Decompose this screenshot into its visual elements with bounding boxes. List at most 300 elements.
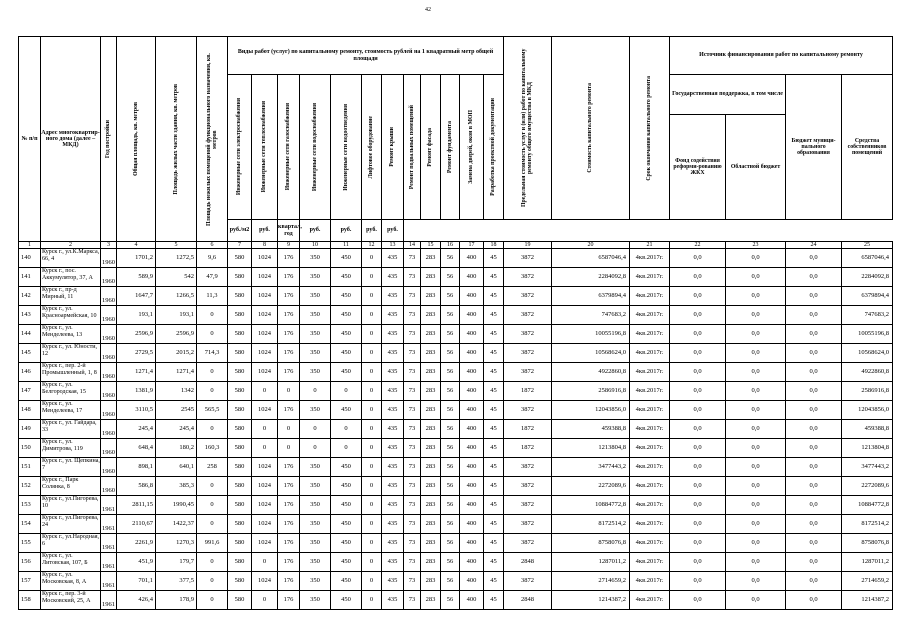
row-cost: 8758076,8: [552, 534, 630, 553]
row-total-area: 451,9: [117, 553, 156, 572]
row-work-cost: 176: [278, 306, 300, 325]
row-work-cost: 400: [460, 249, 484, 268]
row-number: 142: [19, 287, 41, 306]
row-total-area: 586,8: [117, 477, 156, 496]
row-work-cost: 0: [362, 477, 382, 496]
row-total-area: 245,4: [117, 420, 156, 439]
row-work-cost: 0: [362, 572, 382, 591]
row-work-cost: 283: [421, 534, 441, 553]
row-work-cost: 400: [460, 268, 484, 287]
row-fund: 0,0: [670, 591, 726, 610]
row-living-area: 1422,37: [156, 515, 197, 534]
row-number: 153: [19, 496, 41, 515]
row-fund: 0,0: [670, 344, 726, 363]
row-work-cost: 56: [441, 306, 460, 325]
row-address: Курск г., ул.К.Маркса, 66, 4: [41, 249, 101, 268]
row-living-area: 2596,9: [156, 325, 197, 344]
row-year: 1961: [101, 534, 117, 553]
row-work-cost: 400: [460, 458, 484, 477]
row-regional: 0,0: [726, 344, 786, 363]
row-cost: 6379894,4: [552, 287, 630, 306]
row-year: 1960: [101, 382, 117, 401]
table-row: [19, 515, 893, 534]
header-municipal: Бюджет муници-пального образования: [786, 75, 842, 220]
row-limit-cost: 3872: [504, 496, 552, 515]
column-number: 19: [504, 242, 552, 249]
row-work-cost: 350: [300, 249, 331, 268]
row-work-cost: 73: [404, 420, 421, 439]
row-address: Курск г., пер. 2-й Промышленный, 1, 8: [41, 363, 101, 382]
row-work-cost: 450: [331, 572, 362, 591]
row-work-cost: 435: [382, 401, 404, 420]
row-limit-cost: 3872: [504, 344, 552, 363]
row-municipal: 0,0: [786, 268, 842, 287]
row-work-cost: 0: [362, 344, 382, 363]
row-year: 1961: [101, 572, 117, 591]
row-nonliving-area: 714,3: [197, 344, 228, 363]
row-work-cost: 435: [382, 591, 404, 610]
row-work-cost: 0: [252, 439, 278, 458]
row-nonliving-area: 258: [197, 458, 228, 477]
row-work-cost: 73: [404, 572, 421, 591]
row-work-cost: 45: [484, 591, 504, 610]
row-work-cost: 45: [484, 268, 504, 287]
row-work-cost: 45: [484, 306, 504, 325]
row-municipal: 0,0: [786, 363, 842, 382]
row-deadline: 4кв.2017г.: [630, 534, 670, 553]
row-municipal: 0,0: [786, 325, 842, 344]
row-address: Курск г., ул. Менделеева, 13: [41, 325, 101, 344]
row-owners: 12043856,0: [842, 401, 893, 420]
row-work-cost: 1024: [252, 268, 278, 287]
row-work-cost: 176: [278, 287, 300, 306]
row-work-cost: 350: [300, 325, 331, 344]
row-work-cost: 73: [404, 363, 421, 382]
row-work-cost: 0: [362, 287, 382, 306]
row-living-area: 377,5: [156, 572, 197, 591]
row-deadline: 4кв.2017г.: [630, 249, 670, 268]
row-work-cost: 435: [382, 344, 404, 363]
row-living-area: 178,9: [156, 591, 197, 610]
row-regional: 0,0: [726, 306, 786, 325]
row-work-cost: 580: [228, 477, 252, 496]
row-address: Курск г., ул. Менделеева, 17: [41, 401, 101, 420]
unit-limit-cost: руб./м2: [228, 220, 252, 242]
row-work-cost: 400: [460, 477, 484, 496]
row-nonliving-area: 0: [197, 306, 228, 325]
row-nonliving-area: 47,9: [197, 268, 228, 287]
column-number: 22: [670, 242, 726, 249]
row-work-cost: 73: [404, 344, 421, 363]
row-work-cost: 580: [228, 249, 252, 268]
row-work-cost: 400: [460, 496, 484, 515]
row-address: Курск г., ул. Московская, 8, А: [41, 572, 101, 591]
row-year: 1961: [101, 496, 117, 515]
header-nonliving-area: Площадь нежилых помещений функционального назначения, кв. метров: [197, 37, 228, 242]
row-cost: 1287011,2: [552, 553, 630, 572]
row-address: Курск г., ул. Димитрова, 119: [41, 439, 101, 458]
row-work-cost: 580: [228, 515, 252, 534]
column-number: 11: [331, 242, 362, 249]
header-work-roof: Ремонт крыши: [382, 75, 404, 220]
row-work-cost: 435: [382, 325, 404, 344]
row-work-cost: 450: [331, 344, 362, 363]
row-fund: 0,0: [670, 363, 726, 382]
header-owners: Средства собственников помещений: [842, 75, 893, 220]
row-work-cost: 283: [421, 515, 441, 534]
column-number: 9: [278, 242, 300, 249]
table-row: [19, 382, 893, 401]
row-fund: 0,0: [670, 477, 726, 496]
row-work-cost: 435: [382, 534, 404, 553]
row-owners: 6587046,4: [842, 249, 893, 268]
row-work-cost: 0: [362, 591, 382, 610]
row-work-cost: 73: [404, 553, 421, 572]
row-work-cost: 283: [421, 572, 441, 591]
column-number: 20: [552, 242, 630, 249]
row-work-cost: 0: [362, 249, 382, 268]
row-work-cost: 450: [331, 591, 362, 610]
row-limit-cost: 3872: [504, 458, 552, 477]
row-number: 156: [19, 553, 41, 572]
header-cost: Стоимость капитального ремонта: [552, 37, 630, 220]
row-regional: 0,0: [726, 477, 786, 496]
row-work-cost: 56: [441, 515, 460, 534]
row-year: 1961: [101, 591, 117, 610]
row-work-cost: 350: [300, 496, 331, 515]
row-regional: 0,0: [726, 439, 786, 458]
row-work-cost: 435: [382, 572, 404, 591]
row-fund: 0,0: [670, 439, 726, 458]
column-number: 13: [382, 242, 404, 249]
row-municipal: 0,0: [786, 382, 842, 401]
row-total-area: 1647,7: [117, 287, 156, 306]
row-nonliving-area: 0: [197, 382, 228, 401]
row-work-cost: 435: [382, 496, 404, 515]
row-limit-cost: 1872: [504, 420, 552, 439]
row-fund: 0,0: [670, 458, 726, 477]
row-limit-cost: 3872: [504, 572, 552, 591]
row-municipal: 0,0: [786, 496, 842, 515]
row-work-cost: 435: [382, 268, 404, 287]
row-nonliving-area: 0: [197, 496, 228, 515]
row-limit-cost: 1872: [504, 439, 552, 458]
row-work-cost: 176: [278, 477, 300, 496]
row-work-cost: 0: [278, 420, 300, 439]
row-work-cost: 176: [278, 344, 300, 363]
row-work-cost: 73: [404, 515, 421, 534]
row-cost: 3477443,2: [552, 458, 630, 477]
row-work-cost: 400: [460, 553, 484, 572]
row-work-cost: 450: [331, 363, 362, 382]
row-work-cost: 0: [362, 439, 382, 458]
column-number: 12: [362, 242, 382, 249]
row-work-cost: 283: [421, 382, 441, 401]
row-nonliving-area: 0: [197, 420, 228, 439]
row-work-cost: 283: [421, 268, 441, 287]
row-work-cost: 450: [331, 268, 362, 287]
row-total-area: 589,9: [117, 268, 156, 287]
table-row: [19, 496, 893, 515]
row-work-cost: 283: [421, 420, 441, 439]
row-work-cost: 435: [382, 420, 404, 439]
table-row: [19, 249, 893, 268]
row-work-cost: 350: [300, 458, 331, 477]
row-work-cost: 0: [252, 382, 278, 401]
row-number: 147: [19, 382, 41, 401]
unit-owners: руб.: [382, 220, 404, 242]
capital-repair-table: [18, 36, 893, 610]
page-number: 42: [425, 7, 431, 13]
row-work-cost: 400: [460, 401, 484, 420]
row-work-cost: 450: [331, 515, 362, 534]
row-work-cost: 435: [382, 477, 404, 496]
row-work-cost: 176: [278, 401, 300, 420]
row-work-cost: 350: [300, 306, 331, 325]
row-work-cost: 0: [300, 439, 331, 458]
row-work-cost: 283: [421, 344, 441, 363]
row-owners: 4922860,8: [842, 363, 893, 382]
column-number: 10: [300, 242, 331, 249]
row-year: 1960: [101, 420, 117, 439]
unit-fund: руб.: [300, 220, 331, 242]
row-address: Курск г., ул.Пигорева, 10: [41, 496, 101, 515]
column-number: 8: [252, 242, 278, 249]
row-number: 140: [19, 249, 41, 268]
row-work-cost: 580: [228, 458, 252, 477]
row-address: Курск г., ул. Красноармейская, 10: [41, 306, 101, 325]
row-deadline: 4кв.2017г.: [630, 268, 670, 287]
row-owners: 2714659,2: [842, 572, 893, 591]
table-body: [19, 249, 893, 610]
column-number: 16: [441, 242, 460, 249]
row-address: Курск г., ул. Щепкина, 7: [41, 458, 101, 477]
row-work-cost: 45: [484, 477, 504, 496]
row-work-cost: 56: [441, 572, 460, 591]
row-work-cost: 0: [331, 420, 362, 439]
row-work-cost: 56: [441, 401, 460, 420]
row-work-cost: 56: [441, 287, 460, 306]
row-limit-cost: 3872: [504, 268, 552, 287]
row-total-area: 1271,4: [117, 363, 156, 382]
row-living-area: 1990,45: [156, 496, 197, 515]
row-work-cost: 350: [300, 553, 331, 572]
row-address: Курск г., пр-д Мирный, 11: [41, 287, 101, 306]
row-fund: 0,0: [670, 420, 726, 439]
row-work-cost: 176: [278, 458, 300, 477]
row-work-cost: 350: [300, 401, 331, 420]
row-cost: 8172514,2: [552, 515, 630, 534]
row-work-cost: 283: [421, 496, 441, 515]
row-work-cost: 45: [484, 249, 504, 268]
row-living-area: 1270,3: [156, 534, 197, 553]
column-number: 21: [630, 242, 670, 249]
row-year: 1960: [101, 268, 117, 287]
row-work-cost: 73: [404, 534, 421, 553]
row-fund: 0,0: [670, 553, 726, 572]
row-work-cost: 580: [228, 268, 252, 287]
column-number: 4: [117, 242, 156, 249]
row-regional: 0,0: [726, 496, 786, 515]
header-funding-group: Источник финансирования работ по капитальному ремонту: [670, 37, 893, 75]
row-regional: 0,0: [726, 268, 786, 287]
row-work-cost: 56: [441, 477, 460, 496]
row-fund: 0,0: [670, 534, 726, 553]
row-work-cost: 350: [300, 344, 331, 363]
row-regional: 0,0: [726, 420, 786, 439]
row-owners: 3477443,2: [842, 458, 893, 477]
row-living-area: 2015,2: [156, 344, 197, 363]
row-work-cost: 400: [460, 420, 484, 439]
row-work-cost: 400: [460, 344, 484, 363]
row-work-cost: 1024: [252, 287, 278, 306]
row-work-cost: 73: [404, 287, 421, 306]
row-work-cost: 0: [252, 420, 278, 439]
row-limit-cost: 1872: [504, 382, 552, 401]
row-year: 1960: [101, 458, 117, 477]
row-work-cost: 73: [404, 268, 421, 287]
row-work-cost: 1024: [252, 306, 278, 325]
row-work-cost: 45: [484, 553, 504, 572]
row-regional: 0,0: [726, 287, 786, 306]
column-number: 18: [484, 242, 504, 249]
row-work-cost: 45: [484, 382, 504, 401]
row-work-cost: 580: [228, 287, 252, 306]
row-work-cost: 0: [300, 420, 331, 439]
row-work-cost: 176: [278, 591, 300, 610]
row-work-cost: 56: [441, 439, 460, 458]
row-cost: 10884772,8: [552, 496, 630, 515]
header-work-design: Разработка проектной документации: [484, 75, 504, 220]
row-limit-cost: 3872: [504, 363, 552, 382]
row-year: 1960: [101, 363, 117, 382]
row-work-cost: 400: [460, 306, 484, 325]
column-number: 15: [421, 242, 441, 249]
row-deadline: 4кв.2017г.: [630, 325, 670, 344]
row-living-area: 1266,5: [156, 287, 197, 306]
row-work-cost: 1024: [252, 344, 278, 363]
row-work-cost: 45: [484, 534, 504, 553]
row-limit-cost: 3872: [504, 401, 552, 420]
row-work-cost: 350: [300, 572, 331, 591]
column-number: 2: [41, 242, 101, 249]
row-owners: 8172514,2: [842, 515, 893, 534]
row-deadline: 4кв.2017г.: [630, 515, 670, 534]
row-municipal: 0,0: [786, 553, 842, 572]
row-work-cost: 580: [228, 439, 252, 458]
row-work-cost: 283: [421, 591, 441, 610]
row-work-cost: 56: [441, 268, 460, 287]
row-municipal: 0,0: [786, 515, 842, 534]
row-work-cost: 1024: [252, 496, 278, 515]
row-deadline: 4кв.2017г.: [630, 401, 670, 420]
row-owners: 8758076,8: [842, 534, 893, 553]
row-work-cost: 56: [441, 325, 460, 344]
row-work-cost: 580: [228, 382, 252, 401]
row-cost: 459388,8: [552, 420, 630, 439]
row-work-cost: 0: [300, 382, 331, 401]
header-work-facade: Ремонт фасада: [421, 75, 441, 220]
row-living-area: 179,7: [156, 553, 197, 572]
row-work-cost: 0: [362, 325, 382, 344]
row-total-area: 2729,5: [117, 344, 156, 363]
row-work-cost: 73: [404, 496, 421, 515]
row-number: 149: [19, 420, 41, 439]
row-deadline: 4кв.2017г.: [630, 344, 670, 363]
row-work-cost: 450: [331, 401, 362, 420]
row-limit-cost: 3872: [504, 249, 552, 268]
row-work-cost: 176: [278, 496, 300, 515]
row-work-cost: 0: [362, 306, 382, 325]
row-work-cost: 435: [382, 515, 404, 534]
row-work-cost: 56: [441, 420, 460, 439]
row-work-cost: 56: [441, 534, 460, 553]
row-work-cost: 283: [421, 553, 441, 572]
row-work-cost: 435: [382, 249, 404, 268]
row-work-cost: 0: [362, 458, 382, 477]
column-number: 7: [228, 242, 252, 249]
row-limit-cost: 3872: [504, 306, 552, 325]
header-works-group: Виды работ (услуг) по капитальному ремонту, стоимость рублей на 1 квадратный метр общей площади: [228, 37, 504, 75]
header-work-gas: Инженерные сети газоснабжения: [278, 75, 300, 220]
row-address: Курск г., пер. 3-й Московский, 25, А: [41, 591, 101, 610]
row-total-area: 648,4: [117, 439, 156, 458]
row-work-cost: 450: [331, 306, 362, 325]
row-nonliving-area: 0: [197, 477, 228, 496]
row-work-cost: 580: [228, 553, 252, 572]
row-address: Курск г., ул. Литовская, 107, Б: [41, 553, 101, 572]
row-living-area: 640,1: [156, 458, 197, 477]
row-municipal: 0,0: [786, 401, 842, 420]
row-work-cost: 56: [441, 496, 460, 515]
row-work-cost: 45: [484, 420, 504, 439]
row-limit-cost: 3872: [504, 534, 552, 553]
row-work-cost: 283: [421, 458, 441, 477]
row-total-area: 1701,2: [117, 249, 156, 268]
row-total-area: 2110,67: [117, 515, 156, 534]
row-regional: 0,0: [726, 401, 786, 420]
row-work-cost: 45: [484, 344, 504, 363]
row-work-cost: 56: [441, 249, 460, 268]
row-work-cost: 400: [460, 439, 484, 458]
row-work-cost: 45: [484, 401, 504, 420]
row-nonliving-area: 11,3: [197, 287, 228, 306]
row-year: 1960: [101, 439, 117, 458]
row-owners: 747683,2: [842, 306, 893, 325]
row-number: 151: [19, 458, 41, 477]
row-work-cost: 435: [382, 382, 404, 401]
row-work-cost: 45: [484, 325, 504, 344]
row-cost: 4922860,8: [552, 363, 630, 382]
row-nonliving-area: 565,5: [197, 401, 228, 420]
row-work-cost: 176: [278, 325, 300, 344]
row-work-cost: 1024: [252, 363, 278, 382]
row-deadline: 4кв.2017г.: [630, 363, 670, 382]
row-address: Курск г., Парк Солянка, 8: [41, 477, 101, 496]
row-limit-cost: 3872: [504, 477, 552, 496]
row-work-cost: 283: [421, 306, 441, 325]
row-work-cost: 73: [404, 306, 421, 325]
row-work-cost: 73: [404, 249, 421, 268]
header-work-sewage: Инженерные сети водоотведения: [331, 75, 362, 220]
row-limit-cost: 3872: [504, 515, 552, 534]
row-regional: 0,0: [726, 515, 786, 534]
row-deadline: 4кв.2017г.: [630, 572, 670, 591]
row-cost: 1213804,8: [552, 439, 630, 458]
row-work-cost: 176: [278, 515, 300, 534]
row-fund: 0,0: [670, 249, 726, 268]
row-nonliving-area: 0: [197, 325, 228, 344]
